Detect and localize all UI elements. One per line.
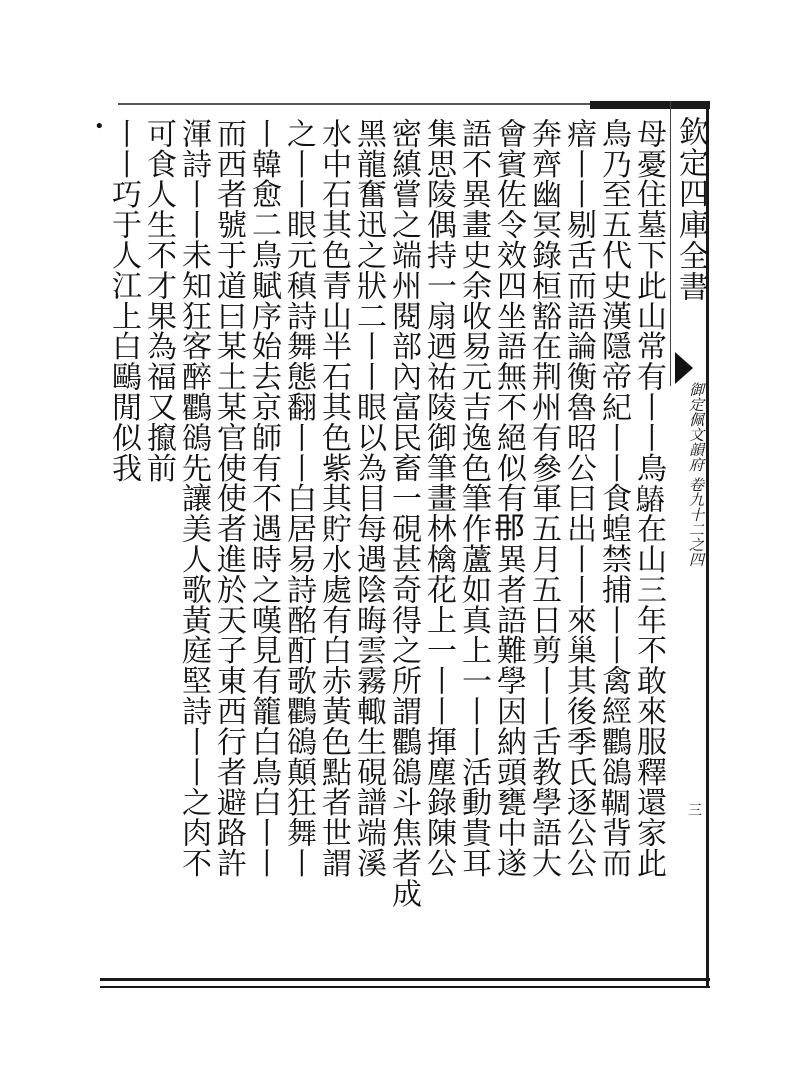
fish-tail-marker-icon <box>675 352 693 384</box>
title-divider-line <box>670 101 671 386</box>
text-column-7: 集思陵偶持一扇迺祐陵御筆畫林檎花上一丨丨揮塵錄陳公 <box>421 118 456 878</box>
bottom-border-line-inner <box>100 986 710 988</box>
text-column-16: 丨丨巧于人江上白鷗閒似我 <box>106 118 141 483</box>
text-column-11: 之丨丨眼元稹詩舞態翻丨丨白居易詩酩酊歌鸜鵒顛狂舞丨 <box>281 118 316 878</box>
text-column-12: 丨韓愈二鳥賦序始去京師有不遇時之嘆見有籠白鳥白丨丨 <box>246 118 281 878</box>
text-column-6: 語不異畫史余收易元吉逸色筆作蘆如真上一丨丨活動貴耳 <box>456 118 491 878</box>
top-border-line <box>118 103 610 105</box>
text-column-8: 密縝嘗之端州閱部內富民畜一硯甚奇得之所謂鸜鵒斗焦者成 <box>386 118 421 909</box>
text-column-5: 會賓佐令效四坐語無不絕似有𨙻異者語難學因納頭甕中遂 <box>491 118 526 878</box>
text-column-10: 水中石其色青山半石其色紫其貯水處有白赤黃色點者世謂 <box>316 118 351 878</box>
page-number: 三 <box>688 803 702 819</box>
edge-mark: • <box>94 116 105 137</box>
bottom-border-line <box>100 978 710 981</box>
text-column-14: 渾詩丨丨未知狂客醉鸜鵒先讓美人歌黃庭堅詩丨丨之肉不 <box>176 118 211 878</box>
text-column-2: 鳥乃至五代史漢隱帝紀丨丨食蝗禁捕丨丨禽經鸜鵒𩋙背而 <box>596 118 631 878</box>
text-column-15: 可食人生不才果為福又攛前 <box>141 118 176 483</box>
text-column-13: 而西者號于道曰某土某官使使者進於天子東西行者避路許 <box>211 118 246 878</box>
text-column-1: 母憂住墓下此山常有丨丨鳥𪄻在山三年不敢來服釋還家此 <box>631 118 666 878</box>
text-column-4: 奔齊幽冥錄桓豁在荆州有參軍五月五日剪丨丨舌教學語大 <box>526 118 561 878</box>
text-column-3: 瘖丨丨剔舌而語論衡魯昭公曰出丨丨來巢其後季氏逐公公 <box>561 118 596 878</box>
text-column-9: 黑龍奮迅之狀二丨丨眼以為目每遇陰晦雲霧輙生硯譜端溪 <box>351 118 386 878</box>
volume-subtitle: 御定佩文韻府 卷九十二之四 <box>687 382 705 567</box>
book-title: 欽定四庫全書 <box>673 116 708 302</box>
top-border-thick <box>590 101 710 109</box>
